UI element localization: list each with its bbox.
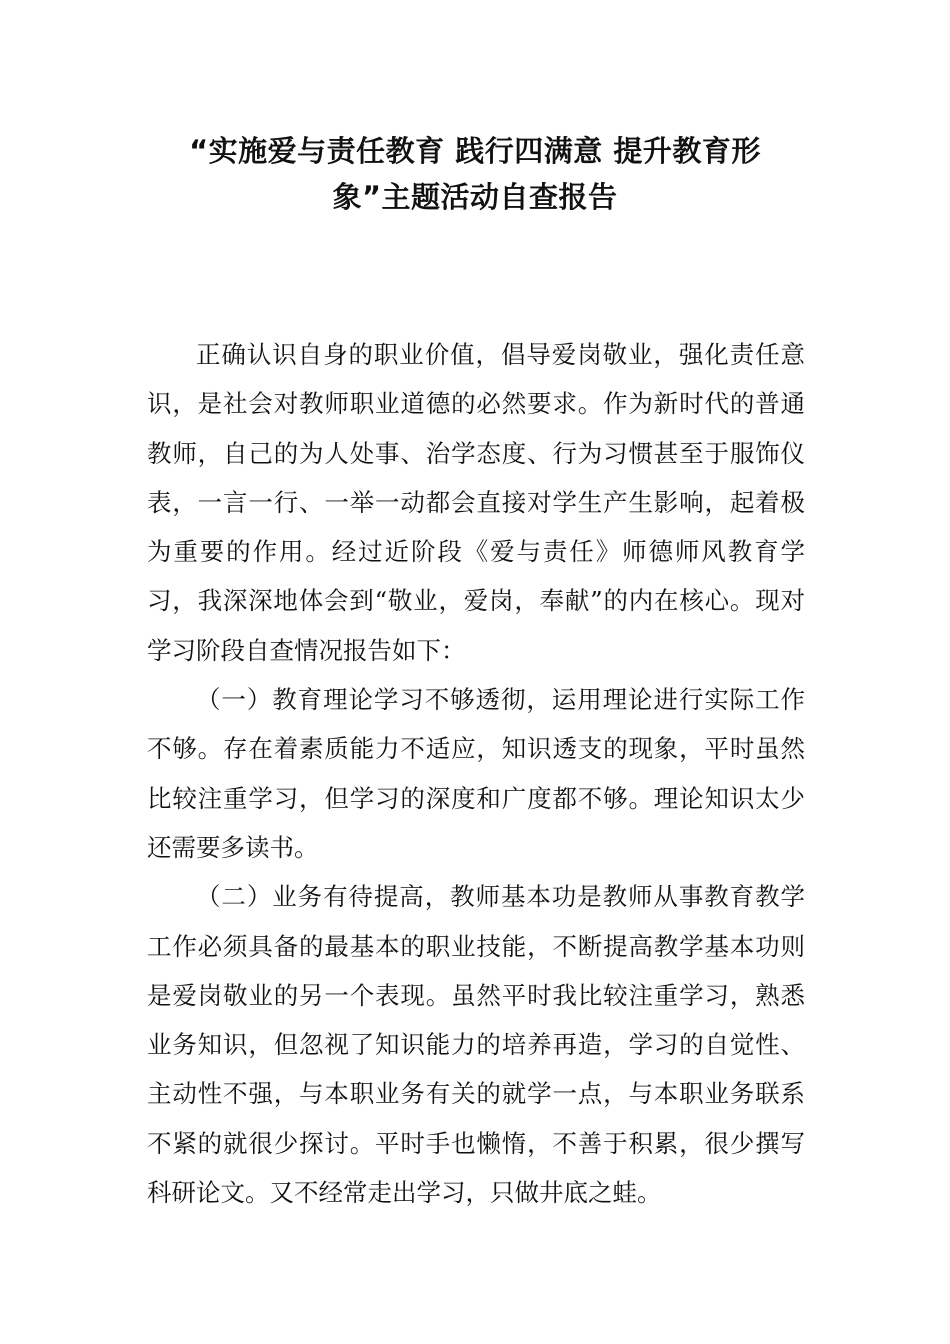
document-title — [150, 128, 800, 220]
paragraph-intro: 正确认识自身的职业价值，倡导爱岗敬业，强化责任意识，是社会对教师职业道德的必然要求。作为新时代的普通教师，自己的为人处事、治学态度、行为习惯甚至于服饰仪表，一言一行、一举一动都会直接对学生产生影响，起着极为重要的作用。经过近阶段《爱与责任》师德师风教育学习，我深深地体会到“敬业，爱岗，奉献”的内在核心。现对学习阶段自查情况报告如下： — [147, 340, 805, 665]
document-body — [147, 330, 805, 1217]
paragraph-item-1: （一）教育理论学习不够透彻，运用理论进行实际工作不够。存在着素质能力不适应，知识透支的现象，平时虽然比较注重学习，但学习的深度和广度都不够。理论知识太少还需要多读书。 — [147, 685, 805, 862]
title-line-1: “实施爱与责任教育 践行四满意 提升教育形 — [189, 134, 761, 168]
title-line-2: 象”主题活动自查报告 — [332, 180, 618, 214]
paragraph-item-2: （二）业务有待提高，教师基本功是教师从事教育教学工作必须具备的最基本的职业技能，不断提高教学基本功则是爱岗敬业的另一个表现。虽然平时我比较注重学习，熟悉业务知识，但忽视了知识能力的培养再造，学习的自觉性、主动性不强，与本职业务有关的就学一点，与本职业务联系不紧的就很少探讨。平时手也懒惰，不善于积累，很少撰写科研论文。又不经常走出学习，只做井底之蛙。 — [147, 882, 805, 1208]
